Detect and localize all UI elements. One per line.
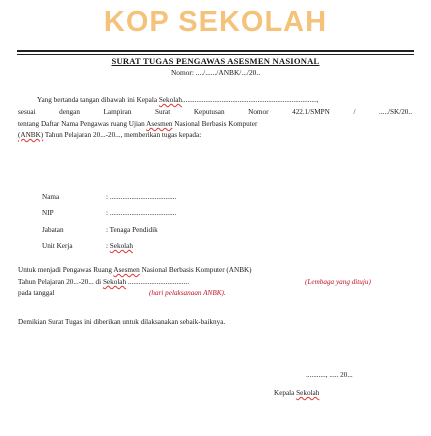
opening-text: tentang Daftar Nama Pengawas ruang Ujian bbox=[18, 120, 147, 128]
sekolah-word: Sekolah bbox=[296, 389, 320, 397]
letter-title: SURAT TUGAS PENGAWAS ASESMEN NASIONAL bbox=[111, 56, 320, 66]
closing-sentence: Demikian Surat Tugas ini diberikan untuk dilaksanakan sebaik-baiknya. bbox=[18, 318, 226, 326]
kop-sekolah-heading: KOP SEKOLAH bbox=[103, 6, 328, 38]
assignment-line-2 bbox=[18, 278, 189, 286]
sekolah-word: Sekolah bbox=[109, 242, 133, 250]
assignment-line-1 bbox=[18, 266, 252, 274]
field-jabatan-value: : Tenaga Pendidik bbox=[106, 226, 158, 234]
assignment-text: Tahun Pelajaran 20...-20... di bbox=[18, 278, 103, 286]
letterhead-rule-thin bbox=[17, 54, 414, 55]
assignment-line-3: pada tanggal bbox=[18, 289, 55, 297]
letterhead-rule-thick bbox=[17, 50, 414, 52]
opening-text: Nasional Berbasis Komputer bbox=[172, 120, 258, 128]
field-colon: : bbox=[106, 242, 110, 250]
lembaga-note: (Lembaga yang dituju) bbox=[305, 278, 371, 286]
opening-text: Yang bertanda tangan dibawah ini Kepala bbox=[37, 96, 159, 104]
assignment-text: Nasional Berbasis Komputer (ANBK) bbox=[139, 266, 252, 274]
opening-line-1 bbox=[37, 96, 319, 104]
field-unit-kerja-label: Unit Kerja bbox=[42, 242, 73, 250]
signature-date: ..........., ..... 20... bbox=[306, 371, 353, 379]
opening-line-3 bbox=[18, 120, 257, 128]
anbk-word: (ANBK) bbox=[18, 131, 44, 139]
signature-role-text: Kepala bbox=[274, 389, 297, 397]
signature-role bbox=[274, 389, 319, 397]
assignment-text: Untuk menjadi Pengawas Ruang bbox=[18, 266, 114, 274]
field-unit-kerja-value bbox=[106, 242, 133, 250]
field-nip-value: : ..................................... bbox=[106, 209, 177, 217]
dotted-blank: ..........................................................................., bbox=[181, 96, 319, 104]
letter-number: Nomor: ..../....../ANBK/.../20.. bbox=[170, 68, 261, 77]
sekolah-word: Sekolah bbox=[102, 278, 127, 286]
sekolah-word: Sekolah bbox=[158, 96, 182, 104]
field-nama-label: Nama bbox=[42, 193, 60, 201]
opening-line-2: sesuai dengan Lampiran Surat Keputusan Nomor 422.1/SMPN / ...../SK/20.. bbox=[18, 108, 412, 116]
field-jabatan-label: Jabatan bbox=[42, 226, 64, 234]
asesmen-word: Asesmen bbox=[146, 120, 173, 128]
opening-text: Tahun Pelajaran 20...-20..., memberikan tugas kepada: bbox=[43, 131, 202, 139]
dotted-blank: .................................. bbox=[126, 278, 189, 286]
opening-line-4 bbox=[18, 131, 201, 139]
field-nip-label: NIP bbox=[42, 209, 54, 217]
hari-pelaksanaan-note: (hari pelaksanaan ANBK). bbox=[149, 289, 226, 297]
field-nama-value: : ..................................... bbox=[106, 193, 177, 201]
asesmen-word: Asesmen bbox=[113, 266, 140, 274]
